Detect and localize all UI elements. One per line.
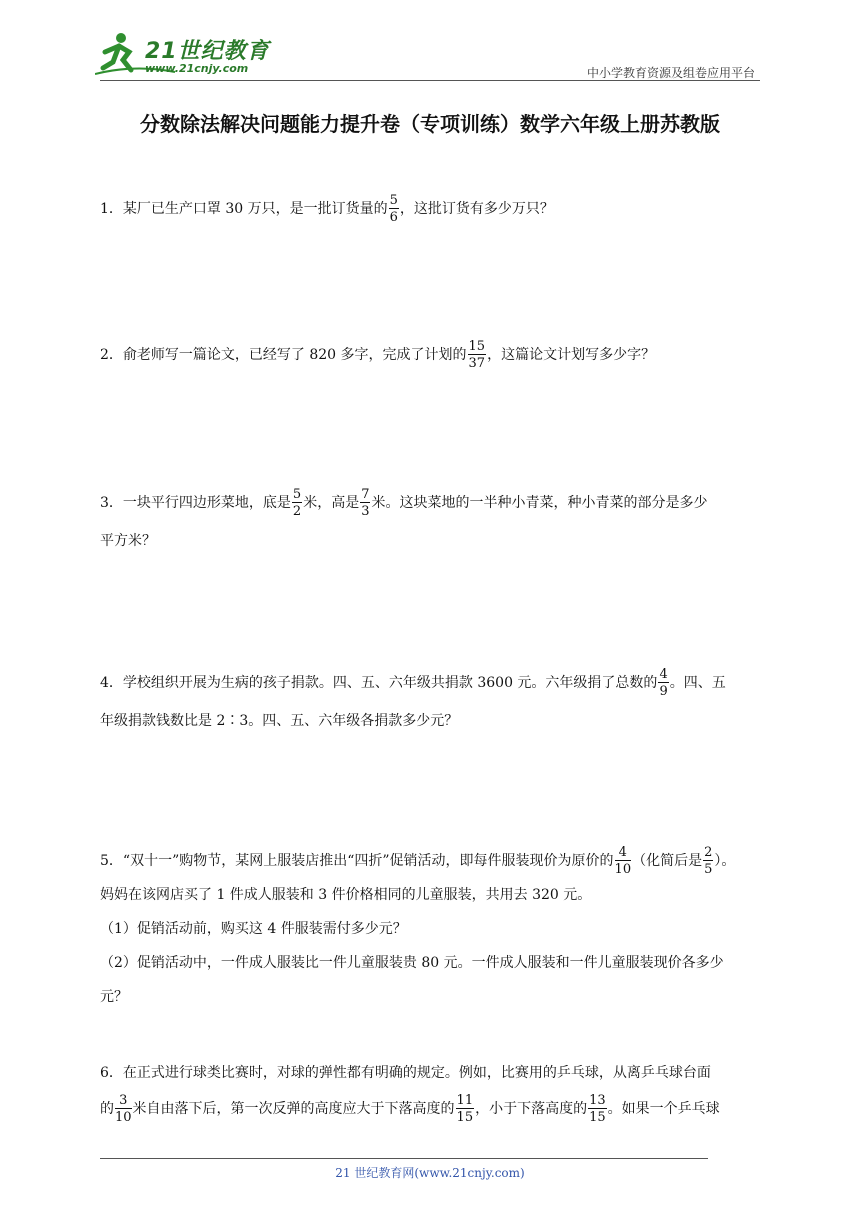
q6-text-c: 米自由落下后，第一次反弹的高度应大于下落高度的 [132, 1101, 455, 1117]
fraction: $\frac{13}{15}$ [589, 1093, 606, 1125]
fraction: $\frac{5}{6}$ [389, 193, 398, 225]
question-2 [100, 338, 765, 372]
q5-text-g: 元？ [100, 989, 128, 1005]
q3-text-d: 平方米？ [100, 533, 156, 549]
fraction: $\frac{15}{37}$ [468, 339, 486, 371]
fraction: $\frac{2}{5}$ [704, 845, 713, 877]
page-title: 分数除法解决问题能力提升卷（专项训练）数学六年级上册苏教版 [140, 112, 720, 136]
fraction: $\frac{4}{9}$ [659, 667, 668, 699]
q4-text-c: 年级捐款钱数比是 2∶3。四、五、六年级各捐款多少元？ [100, 713, 459, 729]
q6-text-a: 6．在正式进行球类比赛时，对球的弹性都有明确的规定。例如，比赛用的乒乓球，从离乒乓球台面 [100, 1065, 711, 1081]
q5-text-a: 5．“双十一”购物节，某网上服装店推出“四折”促销活动，即每件服装现价为原价的 [100, 853, 614, 869]
q3-text-b: 米，高是 [303, 495, 360, 511]
q1-text-a: 1．某厂已生产口罩 30 万只，是一批订货量的 [100, 201, 388, 217]
q3-text-c: 米。这块菜地的一半种小青菜，种小青菜的部分是多少 [371, 495, 708, 511]
q5-text-b: （化简后是 [632, 853, 703, 869]
q5-sub-1: （1）促销活动前，购买这 4 件服装需付多少元？ [100, 921, 407, 937]
q5-text-c: ）。 [714, 853, 736, 869]
q5-text-d: 妈妈在该网店买了 1 件成人服装和 3 件价格相同的儿童服装，共用去 320 元。 [100, 887, 592, 903]
fraction: $\frac{3}{10}$ [115, 1093, 132, 1125]
q2-text-a: 2．俞老师写一篇论文，已经写了 820 多字，完成了计划的 [100, 347, 467, 363]
question-6 [100, 1056, 765, 1126]
question-3 [100, 486, 765, 558]
footer-divider [100, 1158, 708, 1159]
fraction: $\frac{5}{2}$ [292, 487, 302, 519]
platform-label: 中小学教育资源及组卷应用平台 [586, 66, 755, 80]
header-divider [100, 80, 760, 81]
fraction: $\frac{7}{3}$ [361, 487, 370, 519]
q2-text-b: ，这篇论文计划写多少字？ [487, 347, 656, 363]
question-5 [100, 844, 765, 1014]
footer-text: 21 世纪教育网(www.21cnjy.com) [335, 1166, 525, 1180]
logo-text: 21世纪教育 [145, 39, 270, 64]
q6-text-e: 。如果一个乒乓球 [607, 1101, 720, 1117]
q4-text-b: 。四、五 [669, 675, 726, 691]
q5-sub-2: （2）促销活动中，一件成人服装比一件儿童服装贵 80 元。一件成人服装和一件儿童服装现价各多少 [100, 955, 724, 971]
q4-text-a: 4．学校组织开展为生病的孩子捐款。四、五、六年级共捐款 3600 元。六年级捐了总数的 [100, 675, 658, 691]
q6-text-b: 的 [100, 1101, 114, 1117]
q6-text-d: ，小于下落高度的 [475, 1101, 588, 1117]
logo-url: www.21cnjy.com [145, 62, 249, 75]
fraction: $\frac{4}{10}$ [614, 845, 632, 877]
question-4 [100, 666, 765, 738]
fraction: $\frac{11}{15}$ [456, 1093, 474, 1125]
page-header [0, 0, 860, 90]
q3-text-a: 3．一块平行四边形菜地，底是 [100, 495, 291, 511]
question-1 [100, 192, 765, 226]
q1-text-b: ，这批订货有多少万只？ [399, 201, 554, 217]
